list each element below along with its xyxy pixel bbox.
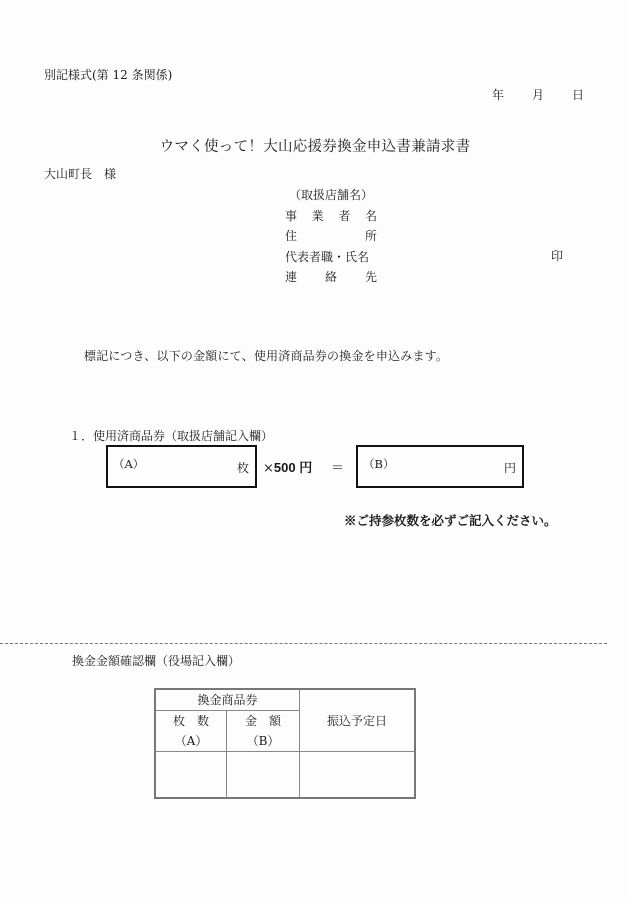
box-b-unit: 円: [503, 461, 516, 475]
unit-price: 500 円: [273, 460, 313, 475]
date-day[interactable]: 日: [572, 88, 585, 102]
section2-heading: 換金金額確認欄（役場記入欄）: [72, 654, 241, 668]
date-month[interactable]: 月: [532, 88, 545, 102]
contact-label: 連 絡 先: [285, 270, 377, 284]
representative-field[interactable]: [285, 247, 565, 268]
count-header: 枚 数 （A）: [155, 710, 227, 751]
date-year[interactable]: 年: [492, 88, 505, 102]
confirmation-table: [154, 688, 416, 799]
addressee: [44, 165, 116, 182]
intro-text: 標記につき、以下の金額にて、使用済商品券の換金を申込みます。: [84, 349, 449, 363]
ticket-count-box[interactable]: [106, 445, 257, 488]
amount-cell[interactable]: [227, 751, 300, 798]
seal-mark: 印: [551, 249, 564, 263]
count-cell[interactable]: [155, 751, 227, 798]
address-field[interactable]: [285, 226, 565, 247]
multiplier: [263, 457, 312, 476]
business-name-label: 事 業 者 名: [285, 208, 377, 223]
representative-label: 代表者職・氏名: [285, 249, 370, 264]
count-note: ※ご持参枚数を必ずご記入ください。: [344, 513, 557, 528]
group-header-cell: 換金商品券: [155, 689, 300, 710]
amount-box[interactable]: [356, 445, 524, 488]
date-line: [492, 86, 584, 103]
transfer-date-header: 振込予定日: [300, 689, 416, 751]
form-reference: 別記様式(第 12 条関係): [44, 68, 173, 82]
amount-header: 金 額 （B）: [227, 710, 300, 751]
box-a-unit: 枚: [236, 461, 249, 475]
contact-field[interactable]: [285, 267, 565, 288]
equals-sign: ＝: [331, 461, 345, 476]
transfer-date-cell[interactable]: [300, 751, 416, 798]
table-row: [155, 751, 415, 798]
store-name-label: （取扱店舗名）: [289, 188, 374, 202]
business-name-field[interactable]: [285, 206, 565, 227]
addressee-name: 大山町長: [44, 167, 93, 181]
box-b-tag: （B）: [363, 457, 395, 471]
addressee-honorific: 様: [104, 167, 117, 181]
box-a-tag: （A）: [113, 457, 145, 471]
document-title: ウマく使って！大山応援券換金申込書兼請求書: [159, 139, 471, 155]
section1-heading: １．使用済商品券（取扱店舗記入欄）: [69, 429, 274, 443]
applicant-block: [285, 185, 565, 288]
address-label: 住 所: [285, 229, 377, 243]
multiply-sign: ×: [263, 461, 274, 476]
cut-line-divider: [0, 643, 607, 644]
